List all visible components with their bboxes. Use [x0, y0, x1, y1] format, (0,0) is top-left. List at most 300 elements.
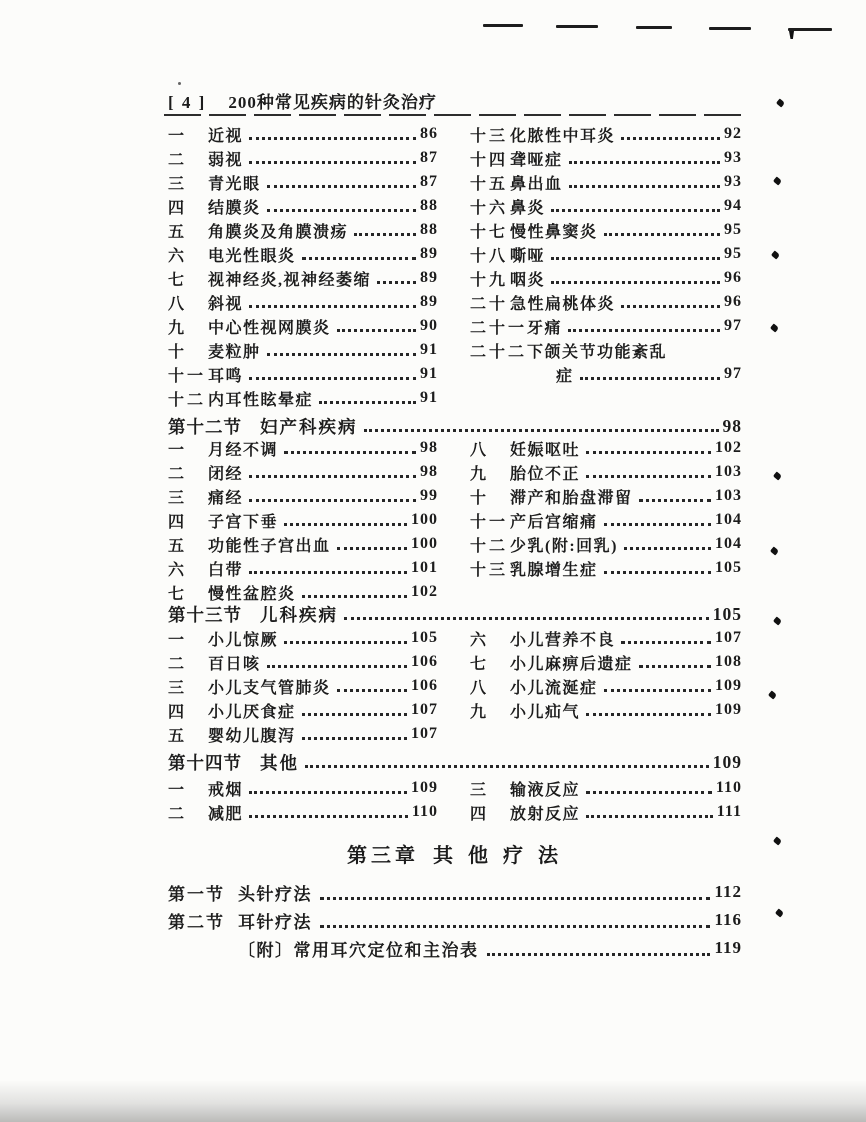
entry-page: 104 [715, 511, 742, 528]
dot-leader [243, 800, 412, 824]
toc-column-left [168, 776, 438, 824]
entry-title: 〔附〕常用耳穴定位和主治表 [238, 940, 479, 960]
scan-dash [556, 25, 598, 28]
dot-leader [313, 386, 420, 410]
entry-title: 内耳性眩晕症 [208, 391, 314, 409]
entry-title: 中心性视网膜炎 [208, 319, 331, 337]
entry-number: 三 [168, 175, 188, 193]
toc-entry [168, 122, 438, 146]
entry-page: 106 [411, 653, 438, 670]
toc-entry [470, 674, 742, 698]
header-rule [164, 114, 748, 116]
scan-artifact-mark [776, 98, 785, 107]
entry-title: 痛经 [208, 489, 244, 507]
entry-page: 89 [420, 269, 438, 286]
chapter-section-list [168, 878, 742, 962]
scan-artifact-mark [773, 836, 782, 845]
entry-title: 聋哑症 [510, 151, 563, 169]
entry-page: 89 [420, 245, 438, 262]
toc-column-left [168, 436, 438, 604]
entry-title: 化脓性中耳炎 [510, 127, 616, 145]
toc-entry [470, 146, 742, 170]
dot-leader [243, 362, 420, 386]
toc-entry [470, 362, 742, 386]
dot-leader [667, 338, 742, 362]
dot-leader [580, 460, 715, 484]
chapter-label: 第三章 [347, 844, 419, 867]
entry-title: 斜视 [208, 295, 244, 313]
entry-number: 七 [470, 655, 490, 673]
entry-number: 九 [470, 465, 490, 483]
toc-block-eye-ent [168, 122, 742, 410]
entry-title: 下颌关节功能紊乱 [527, 343, 668, 361]
entry-number: 三 [168, 679, 188, 697]
scan-shadow [0, 1080, 866, 1122]
entry-title: 小儿惊厥 [208, 631, 279, 649]
entry-page: 103 [715, 463, 742, 480]
section-header-12 [168, 414, 742, 438]
toc-column-right [470, 626, 742, 746]
entry-page: 98 [420, 463, 438, 480]
entry-number: 四 [470, 805, 490, 823]
dot-leader [261, 650, 411, 674]
entry-page: 91 [420, 389, 438, 406]
entry-title: 小儿疝气 [510, 703, 581, 721]
dot-leader [299, 750, 713, 774]
entry-number: 二十二 [470, 343, 528, 361]
entry-number: 十 [470, 489, 490, 507]
dot-leader [545, 194, 724, 218]
dot-leader [545, 266, 724, 290]
dot-leader [296, 698, 411, 722]
scan-artifact-mark [773, 616, 782, 625]
dot-leader [243, 460, 420, 484]
scan-artifact-mark [773, 471, 782, 480]
entry-page: 92 [724, 125, 742, 142]
dot-leader [243, 484, 420, 508]
toc-entry [168, 580, 438, 604]
entry-page: 111 [716, 803, 742, 820]
entry-page: 101 [411, 559, 438, 576]
entry-page: 116 [714, 910, 742, 929]
dot-leader [331, 314, 420, 338]
entry-title: 戒烟 [208, 781, 244, 799]
entry-number: 四 [168, 199, 188, 217]
toc-entry [470, 338, 742, 362]
entry-number: 十七 [470, 223, 509, 241]
dot-leader [296, 580, 411, 604]
section-name: 儿科疾病 [260, 604, 338, 625]
dot-leader [261, 338, 420, 362]
toc-entry [470, 290, 742, 314]
entry-page: 90 [420, 317, 438, 334]
dot-leader [243, 290, 420, 314]
entry-page: 109 [715, 701, 742, 718]
entry-title: 乳腺增生症 [510, 561, 598, 579]
scan-dash [636, 26, 672, 29]
dot-leader [338, 602, 713, 626]
toc-entry [168, 170, 438, 194]
toc-entry [470, 776, 742, 800]
dot-leader [296, 722, 411, 746]
entry-title: 闭经 [208, 465, 244, 483]
entry-number: 九 [168, 319, 188, 337]
entry-title: 少乳(附:回乳) [510, 537, 618, 555]
dot-leader [580, 698, 715, 722]
entry-title: 弱视 [208, 151, 244, 169]
entry-page: 110 [411, 803, 438, 820]
toc-block-gynecology [168, 436, 742, 604]
toc-entry [168, 266, 438, 290]
entry-number: 二 [168, 655, 188, 673]
section-name: 其他 [260, 752, 299, 773]
entry-number: 十九 [470, 271, 509, 289]
entry-number: 十八 [470, 247, 509, 265]
dot-leader [598, 508, 715, 532]
dot-leader [331, 674, 411, 698]
entry-title: 小儿厌食症 [208, 703, 296, 721]
scan-artifact-mark [771, 250, 780, 259]
entry-number: 一 [168, 631, 188, 649]
dot-leader [371, 266, 420, 290]
entry-title: 白带 [208, 561, 244, 579]
dot-leader [580, 776, 716, 800]
entry-page: 112 [714, 882, 742, 901]
entry-number: 十 [168, 343, 188, 361]
entry-number: 六 [168, 247, 188, 265]
toc-entry [470, 122, 742, 146]
entry-page: 87 [420, 149, 438, 166]
entry-title: 视神经炎,视神经萎缩 [208, 271, 372, 289]
entry-number: 八 [470, 679, 490, 697]
toc-block-others [168, 776, 742, 824]
entry-page: 97 [724, 317, 742, 334]
entry-page: 109 [715, 677, 742, 694]
entry-number: 四 [168, 513, 188, 531]
entry-number: 二十 [470, 295, 509, 313]
entry-number: 四 [168, 703, 188, 721]
toc-entry [168, 218, 438, 242]
entry-number: 一 [168, 127, 188, 145]
toc-entry [168, 194, 438, 218]
section-label: 第十四节 [168, 752, 242, 773]
entry-number: 十三 [470, 127, 509, 145]
entry-page: 105 [411, 629, 438, 646]
toc-entry [470, 532, 742, 556]
toc-column-left [168, 626, 438, 746]
entry-page: 93 [724, 173, 742, 190]
entry-title: 咽炎 [510, 271, 546, 289]
entry-number: 三 [168, 489, 188, 507]
chapter-heading [168, 836, 742, 870]
entry-page: 102 [715, 439, 742, 456]
entry-title: 近视 [208, 127, 244, 145]
dot-leader [331, 532, 411, 556]
entry-title: 功能性子宫出血 [208, 537, 331, 555]
entry-number: 八 [470, 441, 490, 459]
scan-dash [788, 28, 832, 31]
entry-title: 子宫下垂 [208, 513, 279, 531]
toc-entry [168, 650, 438, 674]
toc-entry [168, 800, 438, 824]
scan-artifact-mark [770, 546, 779, 555]
dot-leader [243, 776, 411, 800]
entry-page: 95 [724, 221, 742, 238]
section-page: 98 [722, 415, 742, 436]
entry-page: 96 [724, 269, 742, 286]
entry-title: 月经不调 [208, 441, 279, 459]
entry-page: 96 [724, 293, 742, 310]
toc-entry [470, 266, 742, 290]
dot-leader [314, 878, 714, 906]
entry-title: 青光眼 [208, 175, 261, 193]
toc-entry [470, 698, 742, 722]
entry-page: 91 [420, 365, 438, 382]
entry-page: 109 [411, 779, 438, 796]
dot-leader [633, 484, 715, 508]
entry-title: 角膜炎及角膜溃疡 [208, 223, 349, 241]
entry-page: 98 [420, 439, 438, 456]
entry-title: 头针疗法 [238, 884, 312, 904]
entry-number: 八 [168, 295, 188, 313]
toc-entry [168, 722, 438, 746]
dot-leader [358, 414, 723, 438]
toc-entry [470, 650, 742, 674]
entry-page: 100 [411, 535, 438, 552]
section-page: 105 [712, 603, 742, 624]
entry-page: 97 [724, 365, 742, 382]
entry-number: 十三 [470, 561, 509, 579]
section-name: 妇产科疾病 [260, 416, 358, 437]
toc-entry [470, 508, 742, 532]
toc-entry [470, 218, 742, 242]
entry-page: 87 [420, 173, 438, 190]
entry-title: 麦粒肿 [208, 343, 261, 361]
toc-entry [470, 436, 742, 460]
entry-label: 第二节 [168, 912, 225, 932]
entry-page: 103 [715, 487, 742, 504]
entry-number: 三 [470, 781, 490, 799]
entry-page: 94 [724, 197, 742, 214]
entry-page: 107 [411, 701, 438, 718]
section-header-14 [168, 750, 742, 774]
entry-number: 七 [168, 585, 188, 603]
dot-leader [633, 650, 715, 674]
dot-leader [261, 194, 420, 218]
dot-leader [296, 242, 420, 266]
entry-title: 嘶哑 [510, 247, 546, 265]
dot-leader [545, 242, 724, 266]
toc-entry [470, 556, 742, 580]
folio-number: [ 4 ] [168, 93, 207, 112]
entry-title: 鼻炎 [510, 199, 546, 217]
entry-title: 小儿营养不良 [510, 631, 616, 649]
toc-column-right [470, 122, 742, 410]
entry-title: 慢性盆腔炎 [208, 585, 296, 603]
dot-leader [562, 314, 724, 338]
dot-leader [615, 122, 724, 146]
entry-page: 107 [715, 629, 742, 646]
dot-leader [348, 218, 420, 242]
entry-number: 十二 [470, 537, 509, 555]
book-title: 200种常见疾病的针灸治疗 [228, 93, 437, 112]
entry-page: 119 [714, 938, 742, 957]
scan-artifact-mark [768, 690, 777, 699]
entry-title: 胎位不正 [510, 465, 581, 483]
dot-leader [243, 556, 411, 580]
toc-entry [168, 436, 438, 460]
entry-title: 放射反应 [510, 805, 581, 823]
toc-entry [168, 242, 438, 266]
entry-number: 九 [470, 703, 490, 721]
entry-page: 91 [420, 341, 438, 358]
scan-dash [483, 24, 523, 27]
entry-number: 二 [168, 465, 188, 483]
entry-number: 十四 [470, 151, 509, 169]
toc-entry [168, 906, 742, 934]
dot-leader [598, 218, 724, 242]
entry-number: 五 [168, 537, 188, 555]
entry-title: 鼻出血 [510, 175, 563, 193]
entry-number: 十六 [470, 199, 509, 217]
dot-leader [278, 508, 411, 532]
toc-entry [168, 290, 438, 314]
toc-entry [168, 508, 438, 532]
entry-number: 十二 [168, 391, 207, 409]
toc-entry [470, 484, 742, 508]
toc-column-left [168, 122, 438, 410]
entry-title: 急性扁桃体炎 [510, 295, 616, 313]
entry-page: 88 [420, 221, 438, 238]
scan-artifact-mark [770, 323, 779, 332]
toc-entry [168, 776, 438, 800]
toc-column-right [470, 436, 742, 604]
scan-artifact-mark [773, 176, 782, 185]
dot-leader [314, 906, 714, 934]
entry-title: 输液反应 [510, 781, 581, 799]
dot-leader [563, 170, 724, 194]
entry-page: 105 [715, 559, 742, 576]
chapter-name: 其 他 疗 法 [433, 844, 563, 867]
dot-leader [618, 532, 715, 556]
toc-entry [168, 484, 438, 508]
entry-title: 牙痛 [527, 319, 563, 337]
toc-entry [470, 194, 742, 218]
toc-entry [168, 460, 438, 484]
entry-title: 耳鸣 [208, 367, 244, 385]
entry-page: 102 [411, 583, 438, 600]
scan-dash [709, 27, 751, 30]
entry-title: 小儿支气管肺炎 [208, 679, 331, 697]
toc-entry [470, 626, 742, 650]
toc-entry [168, 556, 438, 580]
entry-title: 小儿麻痹后遗症 [510, 655, 633, 673]
entry-page: 110 [715, 779, 742, 796]
section-page: 109 [712, 751, 742, 772]
toc-entry [168, 386, 438, 410]
toc-entry [168, 314, 438, 338]
scan-artifact-mark [775, 908, 784, 917]
entry-title: 电光性眼炎 [208, 247, 296, 265]
entry-page: 104 [715, 535, 742, 552]
dot-leader [598, 674, 715, 698]
entry-number: 二 [168, 805, 188, 823]
dot-leader [243, 122, 420, 146]
dot-leader [598, 556, 715, 580]
entry-page: 93 [724, 149, 742, 166]
dot-leader [278, 626, 411, 650]
scan-artifact-mark [789, 31, 794, 39]
entry-number: 十一 [168, 367, 207, 385]
entry-label: 第一节 [168, 884, 225, 904]
entry-title: 耳针疗法 [238, 912, 312, 932]
entry-number: 五 [168, 223, 188, 241]
entry-title: 妊娠呕吐 [510, 441, 581, 459]
dot-leader [481, 934, 715, 962]
toc-entry [470, 800, 742, 824]
entry-number: 二十一 [470, 319, 528, 337]
entry-title: 症 [556, 367, 574, 385]
section-label: 第十三节 [168, 604, 242, 625]
toc-entry [168, 698, 438, 722]
toc-entry [168, 362, 438, 386]
entry-page: 107 [411, 725, 438, 742]
dot-leader [278, 436, 420, 460]
entry-title: 滞产和胎盘滞留 [510, 489, 633, 507]
toc-entry [168, 878, 742, 906]
section-header-13 [168, 602, 742, 626]
dot-leader [563, 146, 724, 170]
entry-page: 89 [420, 293, 438, 310]
entry-title: 小儿流涎症 [510, 679, 598, 697]
entry-page: 88 [420, 197, 438, 214]
entry-page: 95 [724, 245, 742, 262]
toc-entry [168, 674, 438, 698]
entry-number: 六 [470, 631, 490, 649]
entry-number: 一 [168, 781, 188, 799]
toc-entry [168, 934, 742, 962]
dot-leader [580, 436, 715, 460]
entry-page: 106 [411, 677, 438, 694]
dot-leader [243, 146, 420, 170]
toc-entry [470, 460, 742, 484]
entry-page: 108 [715, 653, 742, 670]
dot-leader [574, 362, 724, 386]
entry-page: 100 [411, 511, 438, 528]
entry-page: 99 [420, 487, 438, 504]
dot-leader [615, 626, 715, 650]
toc-entry [168, 626, 438, 650]
entry-number: 七 [168, 271, 188, 289]
entry-number: 二 [168, 151, 188, 169]
page-running-head [168, 88, 437, 113]
entry-title: 结膜炎 [208, 199, 261, 217]
dot-leader [615, 290, 724, 314]
section-label: 第十二节 [168, 416, 242, 437]
entry-number: 五 [168, 727, 188, 745]
toc-entry [470, 242, 742, 266]
entry-title: 减肥 [208, 805, 244, 823]
toc-entry [168, 146, 438, 170]
toc-entry [470, 314, 742, 338]
scan-artifact-speck [178, 82, 181, 85]
entry-title: 产后宫缩痛 [510, 513, 598, 531]
entry-number: 六 [168, 561, 188, 579]
toc-entry [470, 170, 742, 194]
dot-leader [261, 170, 420, 194]
toc-entry [168, 338, 438, 362]
entry-page: 86 [420, 125, 438, 142]
